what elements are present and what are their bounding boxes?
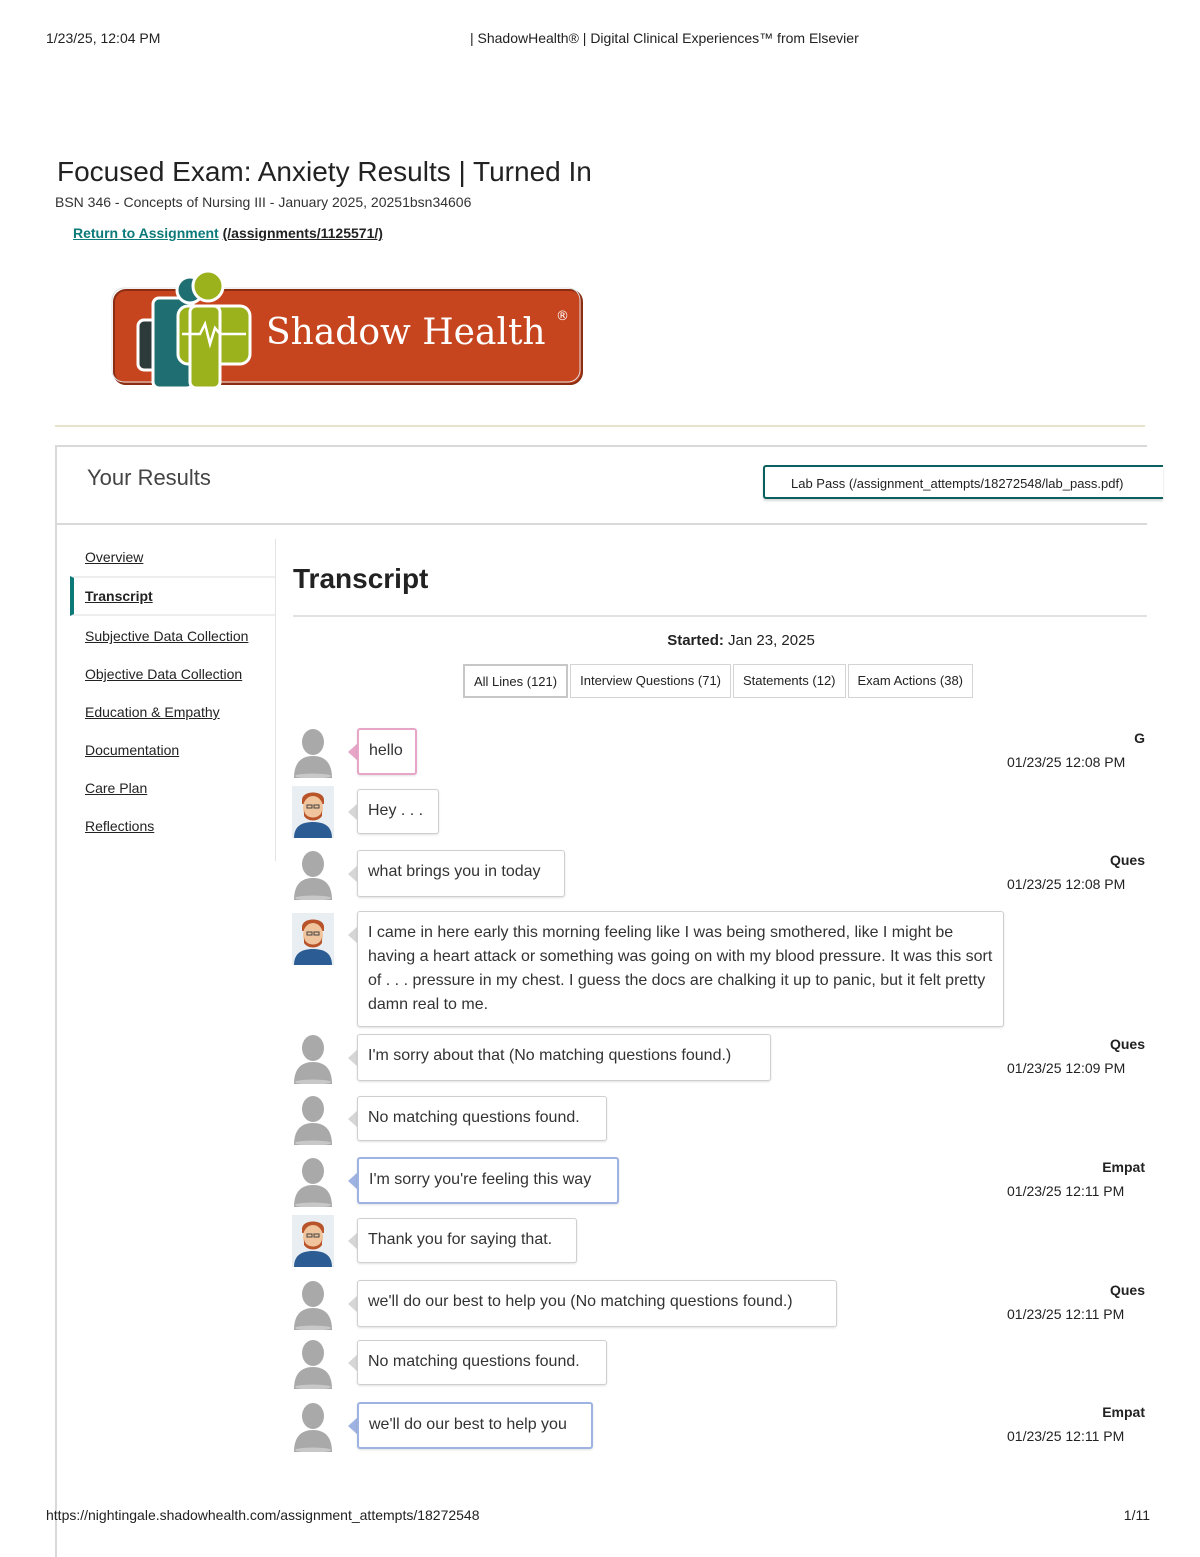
student-message: we'll do our best to help you — [357, 1402, 593, 1449]
divider — [55, 425, 1145, 427]
heading-divider — [293, 615, 1147, 617]
transcript-heading: Transcript — [293, 563, 429, 594]
results-header — [57, 447, 1147, 525]
results-sidebar — [70, 539, 276, 861]
print-footer — [46, 1507, 1150, 1523]
sidebar-item-objective[interactable]: Objective Data Collection — [85, 666, 243, 682]
message-category: Empat — [1102, 1159, 1145, 1175]
logo-wordmark: Shadow Health — [266, 312, 546, 353]
sidebar-item-transcript[interactable]: Transcript — [70, 576, 275, 616]
message-timestamp: 01/23/25 12:11 PM — [1007, 1306, 1125, 1322]
print-page-number: 1/11 — [1123, 1507, 1150, 1523]
student-avatar-icon — [292, 1155, 334, 1207]
message-timestamp: 01/23/25 12:11 PM — [1007, 1428, 1125, 1444]
patient-avatar-icon — [292, 786, 334, 838]
print-url: https://nightingale.shadowhealth.com/assignment_attempts/18272548 — [46, 1507, 480, 1523]
student-avatar-icon — [292, 848, 334, 900]
sidebar-item-education[interactable]: Education & Empathy — [85, 704, 220, 720]
student-message: I'm sorry about that (No matching questions found.) — [357, 1034, 771, 1081]
patient-message: I came in here early this morning feeling like I was being smothered, like I might be having a heart attack or something was going on with my blood pressure. It was this sort of . . . pressure in my chest. I guess the docs are chalking it up to panic, but it felt pretty damn real to me. — [357, 911, 1004, 1027]
student-message: No matching questions found. — [357, 1340, 607, 1385]
course-subtitle: BSN 346 - Concepts of Nursing III - January 2025, 20251bsn34606 — [55, 194, 472, 210]
return-link-path[interactable]: (/assignments/1125571/) — [222, 225, 383, 241]
patient-avatar-icon — [292, 1215, 334, 1267]
student-avatar-icon — [292, 1032, 334, 1084]
student-message: No matching questions found. — [357, 1096, 607, 1141]
lab-pass-button[interactable]: Lab Pass (/assignment_attempts/18272548/lab_pass.pdf) — [763, 465, 1163, 499]
tab-all-lines[interactable]: All Lines (121) — [463, 664, 568, 698]
patient-message: Thank you for saying that. — [357, 1218, 577, 1263]
message-category: G — [1134, 730, 1145, 746]
transcript-filter-tabs — [463, 664, 975, 698]
message-category: Empat — [1102, 1404, 1145, 1420]
shadow-health-logo — [108, 268, 588, 398]
student-message: what brings you in today — [357, 850, 565, 897]
started-value: Jan 23, 2025 — [728, 632, 815, 649]
patient-avatar-icon — [292, 913, 334, 965]
page-title: Focused Exam: Anxiety Results | Turned In — [57, 156, 592, 187]
sidebar-item-care-plan[interactable]: Care Plan — [85, 780, 148, 796]
message-timestamp: 01/23/25 12:08 PM — [1007, 754, 1126, 770]
print-header — [46, 30, 1150, 50]
tab-exam-actions[interactable]: Exam Actions (38) — [848, 664, 974, 698]
student-avatar-icon — [292, 1337, 334, 1389]
sidebar-item-documentation[interactable]: Documentation — [85, 742, 180, 758]
message-category: Ques — [1109, 852, 1145, 868]
student-message: we'll do our best to help you (No matching questions found.) — [357, 1280, 837, 1327]
results-title: Your Results — [87, 465, 211, 490]
message-timestamp: 01/23/25 12:09 PM — [1007, 1060, 1126, 1076]
print-title: | ShadowHealth® | Digital Clinical Experiences™ from Elsevier — [470, 30, 859, 46]
sidebar-item-overview[interactable]: Overview — [85, 549, 144, 565]
student-avatar-icon — [292, 1400, 334, 1452]
print-date: 1/23/25, 12:04 PM — [46, 30, 161, 46]
return-link-label[interactable]: Return to Assignment — [73, 225, 219, 241]
student-avatar-icon — [292, 1093, 334, 1145]
student-message: hello — [357, 728, 417, 775]
logo-registered: ® — [556, 309, 569, 324]
student-message: I'm sorry you're feeling this way — [357, 1157, 619, 1204]
sidebar-item-reflections[interactable]: Reflections — [85, 818, 155, 834]
started-date — [293, 632, 1189, 649]
tab-interview-questions[interactable]: Interview Questions (71) — [570, 664, 731, 698]
started-label: Started: — [667, 632, 724, 649]
patient-message: Hey . . . — [357, 789, 439, 834]
student-avatar-icon — [292, 726, 334, 778]
message-category: Ques — [1109, 1282, 1145, 1298]
sidebar-item-subjective[interactable]: Subjective Data Collection — [85, 628, 249, 644]
student-avatar-icon — [292, 1278, 334, 1330]
message-category: Ques — [1109, 1036, 1145, 1052]
tab-statements[interactable]: Statements (12) — [733, 664, 846, 698]
return-to-assignment-link[interactable] — [73, 225, 383, 241]
message-timestamp: 01/23/25 12:08 PM — [1007, 876, 1126, 892]
message-timestamp: 01/23/25 12:11 PM — [1007, 1183, 1125, 1199]
